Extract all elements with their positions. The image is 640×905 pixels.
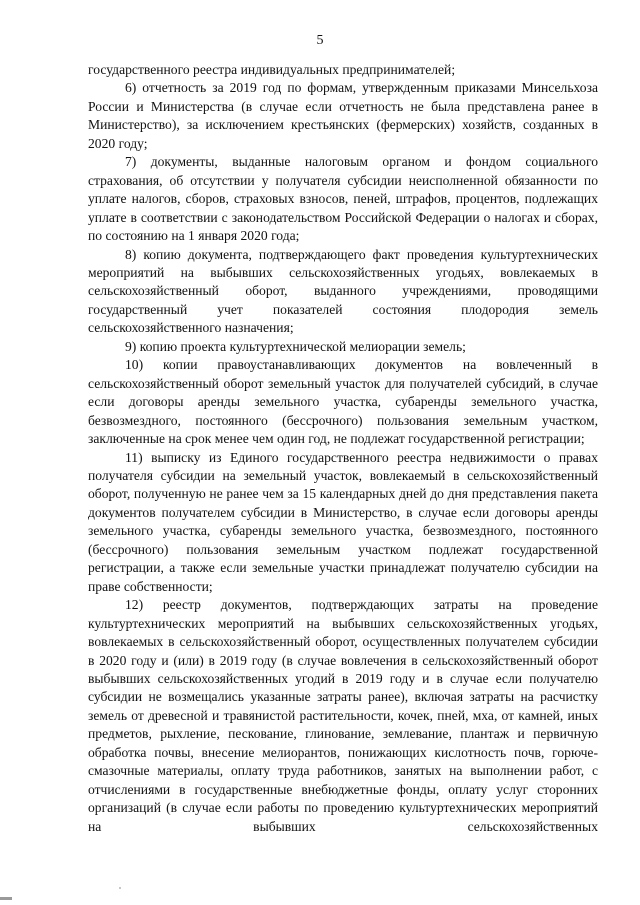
page-number: 5 bbox=[316, 33, 324, 48]
paragraph: 7) документы, выданные налоговым органом и фондом социального страхования, об отсутствии у получателя субсидии неисполненной обязанности по уплате налогов, сборов, страховых взносов, пеней, штрафов, процентов, подлежащих уплате в соответствии с законодательством Российской Федерации о налогах и сборах, по состоянию на 1 января 2020 года; bbox=[88, 154, 598, 244]
paragraph: 12) реестр документов, подтверждающих затраты на проведение культуртехнических мероприятий на выбывших сельскохозяйственных угодьях, вовлекаемых в сельскохозяйственный оборот, осуществленных получателем субсидии в 2020 году и (или) в 2019 году (в случае вовлечения в сельскохозяйственный оборот выбывших сельскохозяйственных угодий в 2019 году и в случае если получателю субсидии не возмещались указанные затраты ранее), включая затраты на расчистку земель от древесной и травянистой растительности, кочек, пней, мха, от камней, иных предметов, рыхление, пескование, глинование, землевание, плантаж и первичную обработка почвы, внесение мелиорантов, понижающих кислотность почв, горюче-смазочные материалы, оплату труда работников, занятых на выполнении работ, с отчислениями в государственные внебюджетные фонды, оплату услуг сторонних организаций (в случае если работы по проведению культуртехнических мероприятий на выбывших сельскохозяйственных bbox=[88, 597, 598, 834]
scan-artifact-dot bbox=[119, 887, 121, 889]
paragraph: 6) отчетность за 2019 год по формам, утвержденным приказами Минсельхоза России и Министерства (в случае если отчетность не была представлена ранее в Министерство), за исключением крестьянских (фермерских) хозяйств, созданных в 2020 году; bbox=[88, 80, 598, 151]
paragraph: 8) копию документа, подтверждающего факт проведения культуртехнических мероприятий на выбывших сельскохозяйственных угодьях, вовлекаемых в сельскохозяйственный оборот, выданного учреждениями, проводящими государственный учет показателей состояния плодородия земель сельскохозяйственного назначения; bbox=[88, 246, 598, 336]
paragraph: 9) копию проекта культуртехнической мелиорации земель; bbox=[125, 338, 466, 354]
document-body bbox=[88, 61, 598, 836]
paragraph: 11) выписку из Единого государственного реестра недвижимости о правах получателя субсидии на земельный участок, вовлекаемый в сельскохозяйственный оборот, полученную не ранее чем за 15 календарных дней до дня представления пакета документов получателем субсидии в Министерство, в случае если договоры аренды земельного участка, субаренды земельного участка, безвозмездного, постоянного (бессрочного) пользования земельным участком подлежат государственной регистрации, а также если земельные участки принадлежат получателю субсидии на праве собственности; bbox=[88, 449, 598, 594]
paragraph: государственного реестра индивидуальных предпринимателей; bbox=[88, 62, 456, 77]
paragraph: 10) копии правоустанавливающих документов на вовлеченный в сельскохозяйственный оборот земельный участок для получателей субсидий, в случае если договоры аренды земельного участка, субаренды земельного участка, безвозмездного, постоянного (бессрочного) пользования земельным участком, заключенные на срок менее чем один год, не подлежат государственной регистрации; bbox=[88, 357, 598, 447]
scan-artifact bbox=[0, 897, 12, 900]
